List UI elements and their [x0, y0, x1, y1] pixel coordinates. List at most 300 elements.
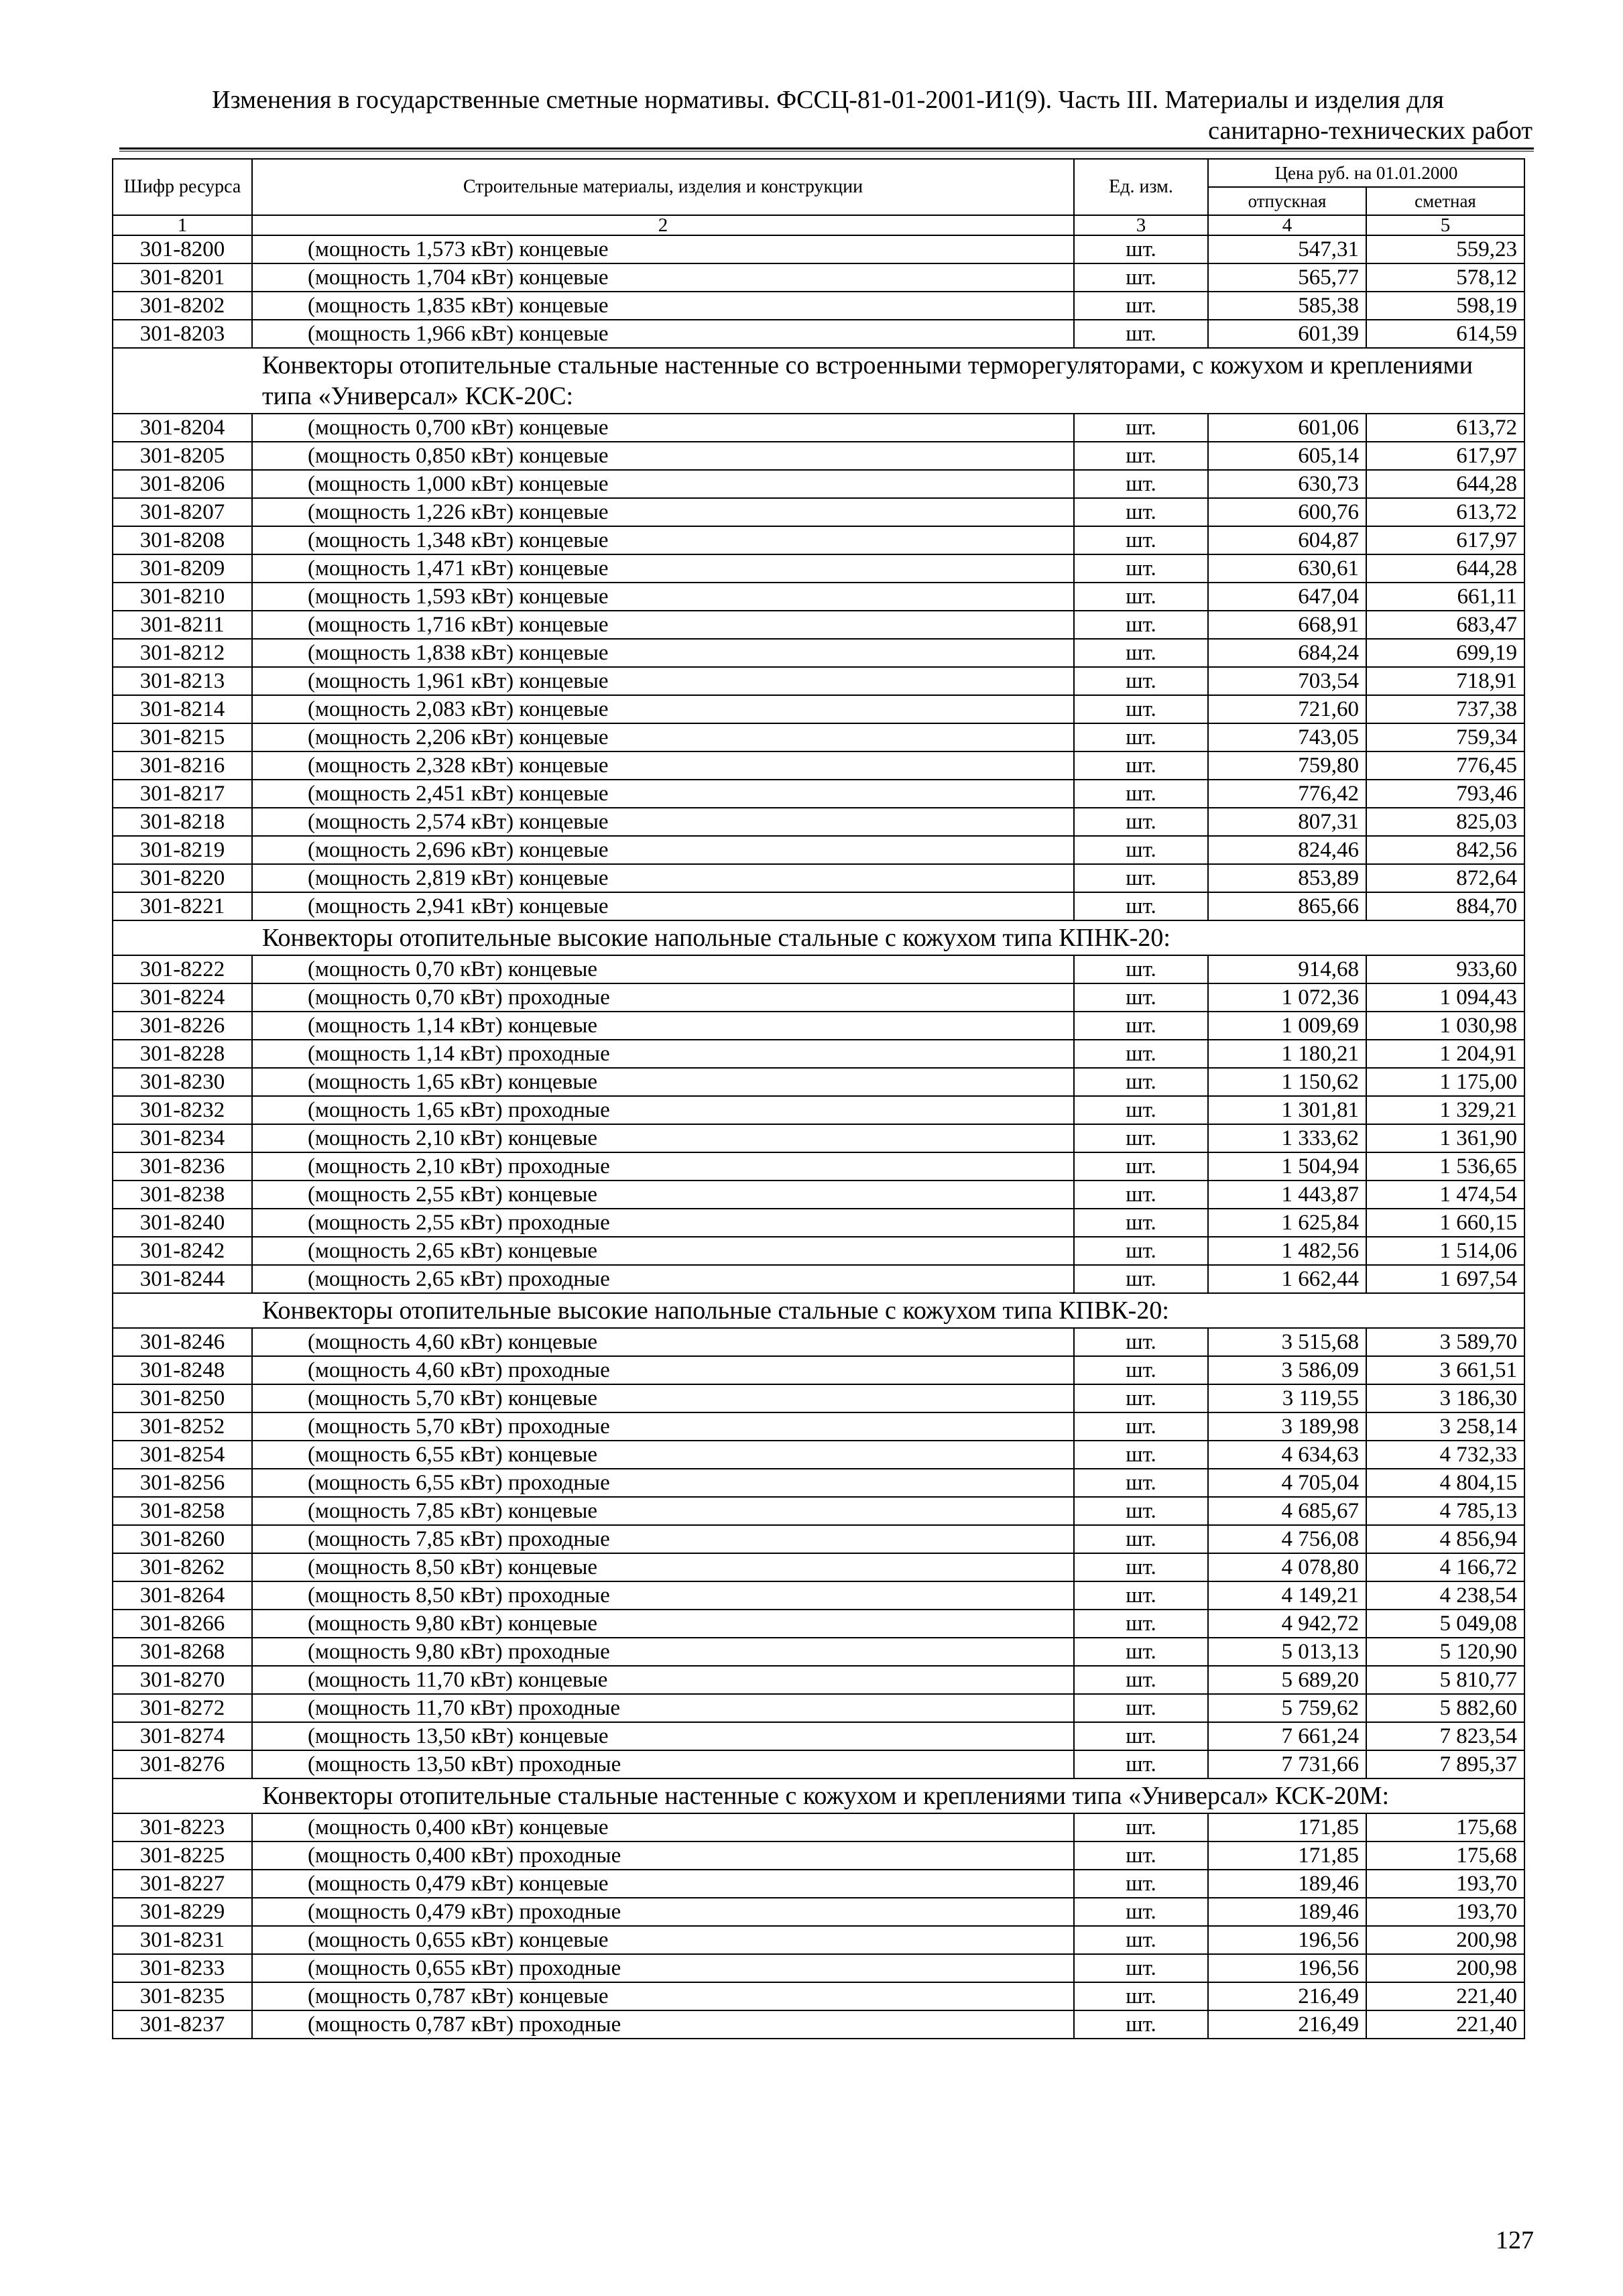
column-index: 1	[113, 215, 252, 235]
resource-code: 301-8213	[113, 667, 252, 695]
table-row	[113, 1525, 1524, 1553]
unit-cell: шт.	[1074, 1750, 1208, 1778]
item-description: (мощность 1,593 кВт) концевые	[252, 583, 1074, 611]
item-description: (мощность 1,65 кВт) концевые	[252, 1068, 1074, 1096]
resource-code: 301-8233	[113, 1954, 252, 1982]
estimate-price: 1 474,54	[1366, 1181, 1524, 1209]
section-title: Конвекторы отопительные высокие напольные стальные с кожухом типа КПВК-20:	[113, 1293, 1524, 1328]
item-description: (мощность 1,838 кВт) концевые	[252, 639, 1074, 667]
resource-code: 301-8208	[113, 526, 252, 554]
item-description: (мощность 2,328 кВт) концевые	[252, 751, 1074, 780]
unit-cell: шт.	[1074, 836, 1208, 864]
resource-code: 301-8207	[113, 498, 252, 526]
item-description: (мощность 2,451 кВт) концевые	[252, 780, 1074, 808]
table-row	[113, 320, 1524, 348]
unit-cell: шт.	[1074, 1870, 1208, 1898]
release-price: 5 689,20	[1208, 1666, 1366, 1694]
unit-cell: шт.	[1074, 983, 1208, 1012]
resource-code: 301-8205	[113, 442, 252, 470]
table-row	[113, 1237, 1524, 1265]
unit-cell: шт.	[1074, 1441, 1208, 1469]
section-title: Конвекторы отопительные высокие напольные стальные с кожухом типа КПНК-20:	[113, 920, 1524, 955]
item-description: (мощность 0,850 кВт) концевые	[252, 442, 1074, 470]
release-price: 684,24	[1208, 639, 1366, 667]
release-price: 547,31	[1208, 235, 1366, 263]
resource-code: 301-8215	[113, 723, 252, 751]
unit-cell: шт.	[1074, 1096, 1208, 1124]
release-price: 647,04	[1208, 583, 1366, 611]
estimate-price: 175,68	[1366, 1841, 1524, 1870]
resource-code: 301-8217	[113, 780, 252, 808]
resource-code: 301-8216	[113, 751, 252, 780]
estimate-price: 1 175,00	[1366, 1068, 1524, 1096]
estimate-price: 559,23	[1366, 235, 1524, 263]
estimate-price: 4 732,33	[1366, 1441, 1524, 1469]
table-row	[113, 1265, 1524, 1293]
unit-cell: шт.	[1074, 1384, 1208, 1412]
estimate-price: 221,40	[1366, 2010, 1524, 2039]
estimate-price: 200,98	[1366, 1954, 1524, 1982]
unit-cell: шт.	[1074, 1638, 1208, 1666]
item-description: (мощность 11,70 кВт) проходные	[252, 1694, 1074, 1722]
estimate-price: 884,70	[1366, 892, 1524, 920]
item-description: (мощность 11,70 кВт) концевые	[252, 1666, 1074, 1694]
estimate-price: 200,98	[1366, 1926, 1524, 1954]
resource-code: 301-8203	[113, 320, 252, 348]
table-row	[113, 1722, 1524, 1750]
unit-cell: шт.	[1074, 1012, 1208, 1040]
unit-cell: шт.	[1074, 1152, 1208, 1181]
item-description: (мощность 6,55 кВт) концевые	[252, 1441, 1074, 1469]
item-description: (мощность 0,400 кВт) концевые	[252, 1813, 1074, 1841]
item-description: (мощность 2,65 кВт) проходные	[252, 1265, 1074, 1293]
item-description: (мощность 0,70 кВт) проходные	[252, 983, 1074, 1012]
release-price: 776,42	[1208, 780, 1366, 808]
table-row	[113, 1012, 1524, 1040]
table-row	[113, 1813, 1524, 1841]
release-price: 189,46	[1208, 1870, 1366, 1898]
release-price: 189,46	[1208, 1898, 1366, 1926]
table-row	[113, 263, 1524, 292]
release-price: 216,49	[1208, 2010, 1366, 2039]
release-price: 721,60	[1208, 695, 1366, 723]
estimate-price: 7 823,54	[1366, 1722, 1524, 1750]
table-row	[113, 611, 1524, 639]
resource-code: 301-8250	[113, 1384, 252, 1412]
table-row	[113, 751, 1524, 780]
item-description: (мощность 7,85 кВт) концевые	[252, 1497, 1074, 1525]
release-price: 4 634,63	[1208, 1441, 1366, 1469]
resource-code: 301-8209	[113, 554, 252, 583]
table-row	[113, 470, 1524, 498]
estimate-price: 5 049,08	[1366, 1610, 1524, 1638]
section-row	[113, 920, 1524, 955]
table-row	[113, 1412, 1524, 1441]
release-price: 743,05	[1208, 723, 1366, 751]
release-price: 703,54	[1208, 667, 1366, 695]
resource-code: 301-8226	[113, 1012, 252, 1040]
unit-cell: шт.	[1074, 1040, 1208, 1068]
item-description: (мощность 2,574 кВт) концевые	[252, 808, 1074, 836]
unit-cell: шт.	[1074, 751, 1208, 780]
unit-cell: шт.	[1074, 470, 1208, 498]
table-row	[113, 498, 1524, 526]
release-price: 3 119,55	[1208, 1384, 1366, 1412]
resource-code: 301-8254	[113, 1441, 252, 1469]
estimate-price: 683,47	[1366, 611, 1524, 639]
table-row	[113, 1152, 1524, 1181]
table-row	[113, 554, 1524, 583]
item-description: (мощность 5,70 кВт) проходные	[252, 1412, 1074, 1441]
release-price: 196,56	[1208, 1926, 1366, 1954]
unit-cell: шт.	[1074, 1841, 1208, 1870]
unit-cell: шт.	[1074, 498, 1208, 526]
resource-code: 301-8262	[113, 1553, 252, 1581]
item-description: (мощность 0,70 кВт) концевые	[252, 955, 1074, 983]
table-row	[113, 1982, 1524, 2010]
resource-code: 301-8270	[113, 1666, 252, 1694]
estimate-price: 933,60	[1366, 955, 1524, 983]
table-row	[113, 414, 1524, 442]
unit-cell: шт.	[1074, 1722, 1208, 1750]
table-row	[113, 667, 1524, 695]
release-price: 630,61	[1208, 554, 1366, 583]
estimate-price: 5 810,77	[1366, 1666, 1524, 1694]
estimate-price: 3 186,30	[1366, 1384, 1524, 1412]
release-price: 600,76	[1208, 498, 1366, 526]
release-price: 1 180,21	[1208, 1040, 1366, 1068]
estimate-price: 1 697,54	[1366, 1265, 1524, 1293]
section-title: Конвекторы отопительные стальные настенные со встроенными терморегуляторами, с кожухом и креплениями типа «Универсал» КСК-20С:	[113, 348, 1524, 414]
resource-code: 301-8264	[113, 1581, 252, 1610]
resource-code: 301-8274	[113, 1722, 252, 1750]
unit-cell: шт.	[1074, 1898, 1208, 1926]
item-description: (мощность 2,083 кВт) концевые	[252, 695, 1074, 723]
estimate-price: 617,97	[1366, 526, 1524, 554]
release-price: 7 731,66	[1208, 1750, 1366, 1778]
release-price: 807,31	[1208, 808, 1366, 836]
table-row	[113, 1096, 1524, 1124]
release-price: 565,77	[1208, 263, 1366, 292]
estimate-price: 193,70	[1366, 1898, 1524, 1926]
unit-cell: шт.	[1074, 1982, 1208, 2010]
release-price: 630,73	[1208, 470, 1366, 498]
resource-code: 301-8244	[113, 1265, 252, 1293]
item-description: (мощность 0,400 кВт) проходные	[252, 1841, 1074, 1870]
section-row	[113, 348, 1524, 414]
release-price: 4 942,72	[1208, 1610, 1366, 1638]
resource-code: 301-8236	[113, 1152, 252, 1181]
table-row	[113, 1841, 1524, 1870]
release-price: 4 149,21	[1208, 1581, 1366, 1610]
estimate-price: 1 329,21	[1366, 1096, 1524, 1124]
estimate-price: 175,68	[1366, 1813, 1524, 1841]
estimate-price: 1 204,91	[1366, 1040, 1524, 1068]
release-price: 5 013,13	[1208, 1638, 1366, 1666]
estimate-price: 718,91	[1366, 667, 1524, 695]
unit-cell: шт.	[1074, 611, 1208, 639]
estimate-price: 7 895,37	[1366, 1750, 1524, 1778]
unit-cell: шт.	[1074, 892, 1208, 920]
release-price: 3 586,09	[1208, 1356, 1366, 1384]
item-description: (мощность 1,961 кВт) концевые	[252, 667, 1074, 695]
resource-code: 301-8246	[113, 1328, 252, 1356]
item-description: (мощность 2,10 кВт) концевые	[252, 1124, 1074, 1152]
release-price: 604,87	[1208, 526, 1366, 554]
table-row	[113, 955, 1524, 983]
release-price: 1 150,62	[1208, 1068, 1366, 1096]
table-row	[113, 1870, 1524, 1898]
item-description: (мощность 1,348 кВт) концевые	[252, 526, 1074, 554]
estimate-price: 1 030,98	[1366, 1012, 1524, 1040]
item-description: (мощность 2,819 кВт) концевые	[252, 864, 1074, 892]
unit-cell: шт.	[1074, 955, 1208, 983]
unit-cell: шт.	[1074, 780, 1208, 808]
item-description: (мощность 4,60 кВт) концевые	[252, 1328, 1074, 1356]
item-description: (мощность 1,14 кВт) проходные	[252, 1040, 1074, 1068]
header-rule-thin	[119, 151, 1534, 152]
release-price: 1 504,94	[1208, 1152, 1366, 1181]
unit-cell: шт.	[1074, 1694, 1208, 1722]
resource-code: 301-8228	[113, 1040, 252, 1068]
table-row	[113, 1124, 1524, 1152]
release-price: 1 072,36	[1208, 983, 1366, 1012]
estimate-price: 644,28	[1366, 554, 1524, 583]
unit-cell: шт.	[1074, 554, 1208, 583]
resource-code: 301-8221	[113, 892, 252, 920]
table-row	[113, 583, 1524, 611]
table-row	[113, 1441, 1524, 1469]
resource-code: 301-8272	[113, 1694, 252, 1722]
item-description: (мощность 2,55 кВт) концевые	[252, 1181, 1074, 1209]
item-description: (мощность 1,14 кВт) концевые	[252, 1012, 1074, 1040]
unit-cell: шт.	[1074, 808, 1208, 836]
unit-cell: шт.	[1074, 1265, 1208, 1293]
unit-cell: шт.	[1074, 1525, 1208, 1553]
header-unit: Ед. изм.	[1074, 159, 1208, 215]
table-row	[113, 808, 1524, 836]
unit-cell: шт.	[1074, 1469, 1208, 1497]
estimate-price: 4 238,54	[1366, 1581, 1524, 1610]
column-index: 2	[252, 215, 1074, 235]
resource-code: 301-8201	[113, 263, 252, 292]
item-description: (мощность 13,50 кВт) концевые	[252, 1722, 1074, 1750]
table-row	[113, 1068, 1524, 1096]
item-description: (мощность 4,60 кВт) проходные	[252, 1356, 1074, 1384]
release-price: 4 756,08	[1208, 1525, 1366, 1553]
estimate-price: 825,03	[1366, 808, 1524, 836]
release-price: 1 625,84	[1208, 1209, 1366, 1237]
unit-cell: шт.	[1074, 235, 1208, 263]
unit-cell: шт.	[1074, 1954, 1208, 1982]
estimate-price: 1 094,43	[1366, 983, 1524, 1012]
estimate-price: 1 514,06	[1366, 1237, 1524, 1265]
release-price: 4 078,80	[1208, 1553, 1366, 1581]
release-price: 171,85	[1208, 1813, 1366, 1841]
item-description: (мощность 2,206 кВт) концевые	[252, 723, 1074, 751]
column-index: 3	[1074, 215, 1208, 235]
estimate-price: 3 661,51	[1366, 1356, 1524, 1384]
resource-code: 301-8240	[113, 1209, 252, 1237]
estimate-price: 759,34	[1366, 723, 1524, 751]
unit-cell: шт.	[1074, 1666, 1208, 1694]
release-price: 1 443,87	[1208, 1181, 1366, 1209]
header-code: Шифр ресурса	[113, 159, 252, 215]
item-description: (мощность 1,000 кВт) концевые	[252, 470, 1074, 498]
estimate-price: 617,97	[1366, 442, 1524, 470]
table-row	[113, 1954, 1524, 1982]
estimate-price: 1 361,90	[1366, 1124, 1524, 1152]
table-row	[113, 1384, 1524, 1412]
resource-code: 301-8200	[113, 235, 252, 263]
resource-code: 301-8211	[113, 611, 252, 639]
table-row	[113, 1750, 1524, 1778]
item-description: (мощность 0,479 кВт) концевые	[252, 1870, 1074, 1898]
release-price: 196,56	[1208, 1954, 1366, 1982]
table-row	[113, 1328, 1524, 1356]
item-description: (мощность 8,50 кВт) проходные	[252, 1581, 1074, 1610]
estimate-price: 1 536,65	[1366, 1152, 1524, 1181]
table-head	[113, 159, 1524, 235]
estimate-price: 776,45	[1366, 751, 1524, 780]
resource-code: 301-8223	[113, 1813, 252, 1841]
unit-cell: шт.	[1074, 695, 1208, 723]
unit-cell: шт.	[1074, 526, 1208, 554]
item-description: (мощность 9,80 кВт) концевые	[252, 1610, 1074, 1638]
item-description: (мощность 0,700 кВт) концевые	[252, 414, 1074, 442]
table-row	[113, 2010, 1524, 2039]
unit-cell: шт.	[1074, 320, 1208, 348]
release-price: 601,39	[1208, 320, 1366, 348]
estimate-price: 613,72	[1366, 498, 1524, 526]
unit-cell: шт.	[1074, 1181, 1208, 1209]
table-row	[113, 983, 1524, 1012]
estimate-price: 4 785,13	[1366, 1497, 1524, 1525]
unit-cell: шт.	[1074, 2010, 1208, 2039]
header-rule	[119, 147, 1534, 149]
release-price: 4 705,04	[1208, 1469, 1366, 1497]
estimate-price: 5 882,60	[1366, 1694, 1524, 1722]
column-index: 5	[1366, 215, 1524, 235]
item-description: (мощность 1,835 кВт) концевые	[252, 292, 1074, 320]
estimate-price: 221,40	[1366, 1982, 1524, 2010]
resource-code: 301-8218	[113, 808, 252, 836]
estimate-price: 4 856,94	[1366, 1525, 1524, 1553]
table-body	[113, 235, 1524, 2039]
release-price: 5 759,62	[1208, 1694, 1366, 1722]
table-row	[113, 836, 1524, 864]
estimate-price: 613,72	[1366, 414, 1524, 442]
item-description: (мощность 2,941 кВт) концевые	[252, 892, 1074, 920]
table-row	[113, 442, 1524, 470]
unit-cell: шт.	[1074, 723, 1208, 751]
release-price: 1 333,62	[1208, 1124, 1366, 1152]
table-row	[113, 1638, 1524, 1666]
resource-code: 301-8234	[113, 1124, 252, 1152]
header-name: Строительные материалы, изделия и конструкции	[252, 159, 1074, 215]
unit-cell: шт.	[1074, 1356, 1208, 1384]
column-index: 4	[1208, 215, 1366, 235]
resource-code: 301-8202	[113, 292, 252, 320]
resource-code: 301-8266	[113, 1610, 252, 1638]
estimate-price: 793,46	[1366, 780, 1524, 808]
unit-cell: шт.	[1074, 1926, 1208, 1954]
resource-code: 301-8268	[113, 1638, 252, 1666]
unit-cell: шт.	[1074, 292, 1208, 320]
table-row	[113, 1040, 1524, 1068]
table-row	[113, 1898, 1524, 1926]
release-price: 216,49	[1208, 1982, 1366, 2010]
release-price: 3 515,68	[1208, 1328, 1366, 1356]
table-row	[113, 723, 1524, 751]
unit-cell: шт.	[1074, 1497, 1208, 1525]
section-row	[113, 1778, 1524, 1813]
item-description: (мощность 2,55 кВт) проходные	[252, 1209, 1074, 1237]
item-description: (мощность 9,80 кВт) проходные	[252, 1638, 1074, 1666]
item-description: (мощность 8,50 кВт) концевые	[252, 1553, 1074, 1581]
table-row	[113, 864, 1524, 892]
unit-cell: шт.	[1074, 1553, 1208, 1581]
unit-cell: шт.	[1074, 263, 1208, 292]
release-price: 759,80	[1208, 751, 1366, 780]
unit-cell: шт.	[1074, 1328, 1208, 1356]
release-price: 4 685,67	[1208, 1497, 1366, 1525]
estimate-price: 3 258,14	[1366, 1412, 1524, 1441]
unit-cell: шт.	[1074, 414, 1208, 442]
item-description: (мощность 1,704 кВт) концевые	[252, 263, 1074, 292]
unit-cell: шт.	[1074, 1124, 1208, 1152]
release-price: 3 189,98	[1208, 1412, 1366, 1441]
resource-code: 301-8222	[113, 955, 252, 983]
unit-cell: шт.	[1074, 1237, 1208, 1265]
release-price: 1 482,56	[1208, 1237, 1366, 1265]
resource-code: 301-8235	[113, 1982, 252, 2010]
header-release-price: отпускная	[1208, 187, 1366, 215]
resource-code: 301-8248	[113, 1356, 252, 1384]
unit-cell: шт.	[1074, 583, 1208, 611]
item-description: (мощность 6,55 кВт) проходные	[252, 1469, 1074, 1497]
item-description: (мощность 7,85 кВт) проходные	[252, 1525, 1074, 1553]
estimate-price: 3 589,70	[1366, 1328, 1524, 1356]
estimate-price: 699,19	[1366, 639, 1524, 667]
estimate-price: 193,70	[1366, 1870, 1524, 1898]
item-description: (мощность 1,716 кВт) концевые	[252, 611, 1074, 639]
resource-code: 301-8231	[113, 1926, 252, 1954]
table-row	[113, 1469, 1524, 1497]
release-price: 824,46	[1208, 836, 1366, 864]
estimate-price: 4 804,15	[1366, 1469, 1524, 1497]
resource-code: 301-8258	[113, 1497, 252, 1525]
table-row	[113, 235, 1524, 263]
table-row	[113, 1356, 1524, 1384]
item-description: (мощность 0,479 кВт) проходные	[252, 1898, 1074, 1926]
resource-code: 301-8230	[113, 1068, 252, 1096]
table-row	[113, 1926, 1524, 1954]
resource-code: 301-8256	[113, 1469, 252, 1497]
release-price: 853,89	[1208, 864, 1366, 892]
resource-code: 301-8220	[113, 864, 252, 892]
release-price: 7 661,24	[1208, 1722, 1366, 1750]
release-price: 1 301,81	[1208, 1096, 1366, 1124]
resource-code: 301-8224	[113, 983, 252, 1012]
item-description: (мощность 1,226 кВт) концевые	[252, 498, 1074, 526]
item-description: (мощность 0,787 кВт) концевые	[252, 1982, 1074, 2010]
resource-code: 301-8214	[113, 695, 252, 723]
table-row	[113, 780, 1524, 808]
release-price: 668,91	[1208, 611, 1366, 639]
resource-code: 301-8238	[113, 1181, 252, 1209]
header-price: Цена руб. на 01.01.2000	[1208, 159, 1524, 187]
